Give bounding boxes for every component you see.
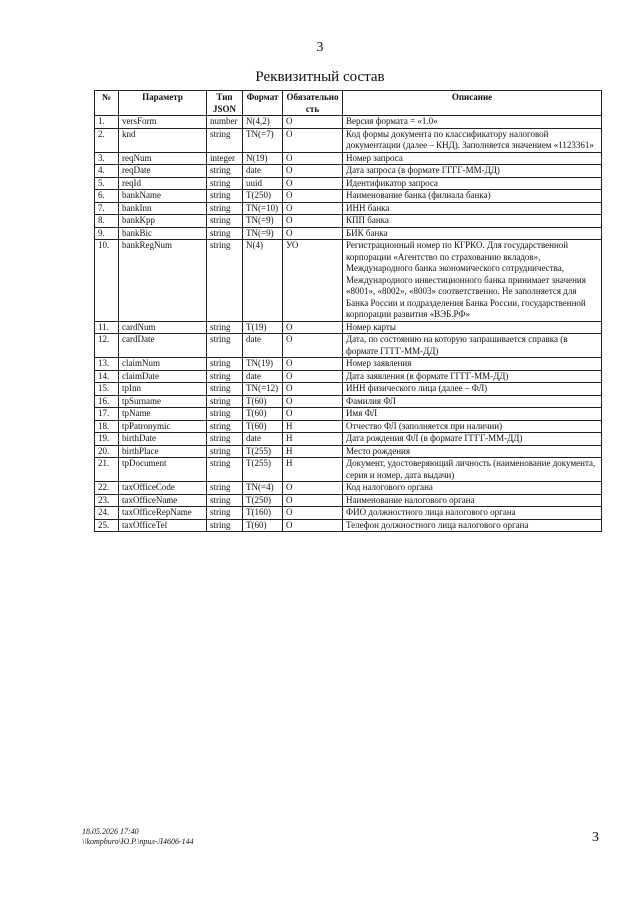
row-json-type: string [207, 128, 243, 152]
row-format: T(160) [243, 507, 283, 520]
requisites-table [94, 90, 602, 532]
row-description: Имя ФЛ [343, 408, 602, 421]
row-required: О [283, 215, 343, 228]
row-number: 10. [95, 240, 119, 322]
row-format: T(60) [243, 395, 283, 408]
row-required: О [283, 383, 343, 396]
row-description: ИНН банка [343, 202, 602, 215]
row-description: Код налогового органа [343, 482, 602, 495]
table-row [95, 202, 602, 215]
row-description: ИНН физического лица (далее – ФЛ) [343, 383, 602, 396]
row-required: О [283, 358, 343, 371]
footer-path: \\kompburo\Ю.Р.\прил-Л4606-144 [82, 837, 194, 846]
row-json-type: string [207, 482, 243, 495]
row-description: КПП банка [343, 215, 602, 228]
page-number-top: 3 [316, 40, 324, 55]
row-format: TN(=12) [243, 383, 283, 396]
row-parameter: taxOfficeRepName [119, 507, 207, 520]
row-description: Номер заявления [343, 358, 602, 371]
row-format: T(60) [243, 408, 283, 421]
table-row [95, 240, 602, 322]
row-number: 18. [95, 420, 119, 433]
row-json-type: number [207, 116, 243, 129]
row-description: Телефон должностного лица налогового органа [343, 519, 602, 532]
row-parameter: tpSurname [119, 395, 207, 408]
row-parameter: tpName [119, 408, 207, 421]
table-row [95, 433, 602, 446]
row-required: О [283, 321, 343, 334]
row-number: 13. [95, 358, 119, 371]
row-number: 2. [95, 128, 119, 152]
row-required: О [283, 227, 343, 240]
row-format: date [243, 334, 283, 358]
row-parameter: bankKpp [119, 215, 207, 228]
row-json-type: string [207, 321, 243, 334]
header-format: Формат [243, 91, 283, 116]
table-row [95, 395, 602, 408]
row-parameter: knd [119, 128, 207, 152]
row-required: О [283, 395, 343, 408]
table-header [95, 91, 602, 116]
header-description: Описание [343, 91, 602, 116]
row-parameter: cardNum [119, 321, 207, 334]
row-required: Н [283, 445, 343, 458]
row-required: О [283, 152, 343, 165]
row-format: TN(=9) [243, 215, 283, 228]
row-parameter: bankName [119, 190, 207, 203]
row-json-type: string [207, 519, 243, 532]
row-number: 23. [95, 494, 119, 507]
row-format: N(19) [243, 152, 283, 165]
row-required: Н [283, 433, 343, 446]
row-number: 20. [95, 445, 119, 458]
row-required: О [283, 177, 343, 190]
row-required: О [283, 116, 343, 129]
row-number: 17. [95, 408, 119, 421]
row-json-type: string [207, 458, 243, 482]
row-number: 15. [95, 383, 119, 396]
row-format: T(19) [243, 321, 283, 334]
row-required: О [283, 190, 343, 203]
row-json-type: string [207, 202, 243, 215]
row-parameter: taxOfficeTel [119, 519, 207, 532]
row-format: T(60) [243, 519, 283, 532]
table-row [95, 152, 602, 165]
row-description: БИК банка [343, 227, 602, 240]
row-format: T(250) [243, 190, 283, 203]
table-row [95, 177, 602, 190]
row-description: Документ, удостоверяющий личность (наименование документа, серия и номер, дата выдачи) [343, 458, 602, 482]
row-parameter: tpDocument [119, 458, 207, 482]
row-number: 3. [95, 152, 119, 165]
row-number: 21. [95, 458, 119, 482]
row-number: 22. [95, 482, 119, 495]
table-row [95, 383, 602, 396]
row-format: T(60) [243, 420, 283, 433]
row-required: О [283, 482, 343, 495]
row-number: 9. [95, 227, 119, 240]
footer-info [82, 827, 194, 847]
row-description: Идентификатор запроса [343, 177, 602, 190]
row-description: Дата, по состоянию на которую запрашивается справка (в формате ГГГГ-ММ-ДД) [343, 334, 602, 358]
row-parameter: taxOfficeName [119, 494, 207, 507]
row-json-type: string [207, 445, 243, 458]
row-json-type: string [207, 408, 243, 421]
row-format: date [243, 165, 283, 178]
row-required: О [283, 408, 343, 421]
row-number: 4. [95, 165, 119, 178]
row-json-type: string [207, 507, 243, 520]
row-json-type: string [207, 227, 243, 240]
row-required: О [283, 165, 343, 178]
row-required: О [283, 370, 343, 383]
row-parameter: reqNum [119, 152, 207, 165]
table-row [95, 334, 602, 358]
row-description: Регистрационный номер по КГРКО. Для государственной корпорации «Агентство по страхованию вкладов», Международного банка экономического сотрудничества, Международного инвестиционного банка принимает значения «8001», «8002», «8003» соответственно. Не заполняется для Банка России и подразделения Банка России, государственной корпорации развития «ВЭБ.РФ» [343, 240, 602, 322]
row-description: Отчество ФЛ (заполняется при наличии) [343, 420, 602, 433]
row-json-type: string [207, 383, 243, 396]
table-row [95, 445, 602, 458]
table-row [95, 408, 602, 421]
row-required: О [283, 202, 343, 215]
row-required: О [283, 334, 343, 358]
row-parameter: taxOfficeCode [119, 482, 207, 495]
row-parameter: bankBic [119, 227, 207, 240]
row-json-type: string [207, 240, 243, 322]
row-number: 16. [95, 395, 119, 408]
row-number: 1. [95, 116, 119, 129]
row-description: Дата рождения ФЛ (в формате ГГГГ-ММ-ДД) [343, 433, 602, 446]
row-description: Код формы документа по классификатору налоговой документации (далее – КНД). Заполняется значением «1123361» [343, 128, 602, 152]
table-row [95, 482, 602, 495]
row-number: 5. [95, 177, 119, 190]
row-json-type: string [207, 370, 243, 383]
row-number: 19. [95, 433, 119, 446]
row-description: Номер запроса [343, 152, 602, 165]
table-row [95, 420, 602, 433]
row-format: TN(=10) [243, 202, 283, 215]
row-description: ФИО должностного лица налогового органа [343, 507, 602, 520]
row-description: Наименование налогового органа [343, 494, 602, 507]
row-parameter: bankInn [119, 202, 207, 215]
row-json-type: string [207, 395, 243, 408]
row-format: TN(19) [243, 358, 283, 371]
row-parameter: reqId [119, 177, 207, 190]
row-format: T(250) [243, 494, 283, 507]
row-parameter: reqDate [119, 165, 207, 178]
row-format: date [243, 370, 283, 383]
row-json-type: string [207, 420, 243, 433]
row-json-type: string [207, 177, 243, 190]
table-row [95, 458, 602, 482]
row-number: 25. [95, 519, 119, 532]
row-required: Н [283, 420, 343, 433]
table-row [95, 358, 602, 371]
table-row [95, 227, 602, 240]
row-number: 8. [95, 215, 119, 228]
row-description: Номер карты [343, 321, 602, 334]
row-number: 6. [95, 190, 119, 203]
row-json-type: string [207, 334, 243, 358]
row-description: Фамилия ФЛ [343, 395, 602, 408]
row-parameter: bankRegNum [119, 240, 207, 322]
row-format: uuid [243, 177, 283, 190]
row-number: 24. [95, 507, 119, 520]
row-parameter: cardDate [119, 334, 207, 358]
table-row [95, 215, 602, 228]
row-description: Дата запроса (в формате ГГГГ-ММ-ДД) [343, 165, 602, 178]
row-parameter: birthPlace [119, 445, 207, 458]
table-row [95, 370, 602, 383]
footer-date: 18.05.2026 17:40 [82, 827, 139, 836]
table-row [95, 190, 602, 203]
row-description: Наименование банка (филиала банка) [343, 190, 602, 203]
row-json-type: string [207, 165, 243, 178]
row-required: Н [283, 458, 343, 482]
row-description: Место рождения [343, 445, 602, 458]
table-row [95, 321, 602, 334]
row-parameter: tpInn [119, 383, 207, 396]
document-title: Реквизитный состав [255, 69, 385, 85]
table-row [95, 494, 602, 507]
row-description: Дата заявления (в формате ГГГГ-ММ-ДД) [343, 370, 602, 383]
row-format: N(4,2) [243, 116, 283, 129]
row-json-type: string [207, 494, 243, 507]
row-parameter: claimNum [119, 358, 207, 371]
row-format: T(255) [243, 458, 283, 482]
row-required: О [283, 519, 343, 532]
row-required: О [283, 507, 343, 520]
table-row [95, 116, 602, 129]
row-number: 12. [95, 334, 119, 358]
row-required: УО [283, 240, 343, 322]
table-row [95, 128, 602, 152]
row-number: 14. [95, 370, 119, 383]
row-parameter: claimDate [119, 370, 207, 383]
row-parameter: versForm [119, 116, 207, 129]
row-format: T(255) [243, 445, 283, 458]
row-json-type: integer [207, 152, 243, 165]
row-format: TN(=9) [243, 227, 283, 240]
row-json-type: string [207, 433, 243, 446]
row-number: 7. [95, 202, 119, 215]
row-required: О [283, 494, 343, 507]
header-number: № [95, 91, 119, 116]
row-format: N(4) [243, 240, 283, 322]
row-number: 11. [95, 321, 119, 334]
row-json-type: string [207, 190, 243, 203]
table-row [95, 507, 602, 520]
row-json-type: string [207, 215, 243, 228]
row-parameter: tpPatronymic [119, 420, 207, 433]
header-json-type: Тип JSON [207, 91, 243, 116]
row-format: date [243, 433, 283, 446]
table-row [95, 165, 602, 178]
header-required: Обязательно сть [283, 91, 343, 116]
row-required: О [283, 128, 343, 152]
row-description: Версия формата = «1.0» [343, 116, 602, 129]
row-parameter: birthDate [119, 433, 207, 446]
row-json-type: string [207, 358, 243, 371]
header-parameter: Параметр [119, 91, 207, 116]
table-row [95, 519, 602, 532]
row-format: TN(=4) [243, 482, 283, 495]
table-body [95, 116, 602, 532]
page-number-bottom: 3 [592, 830, 599, 845]
row-format: TN(=7) [243, 128, 283, 152]
